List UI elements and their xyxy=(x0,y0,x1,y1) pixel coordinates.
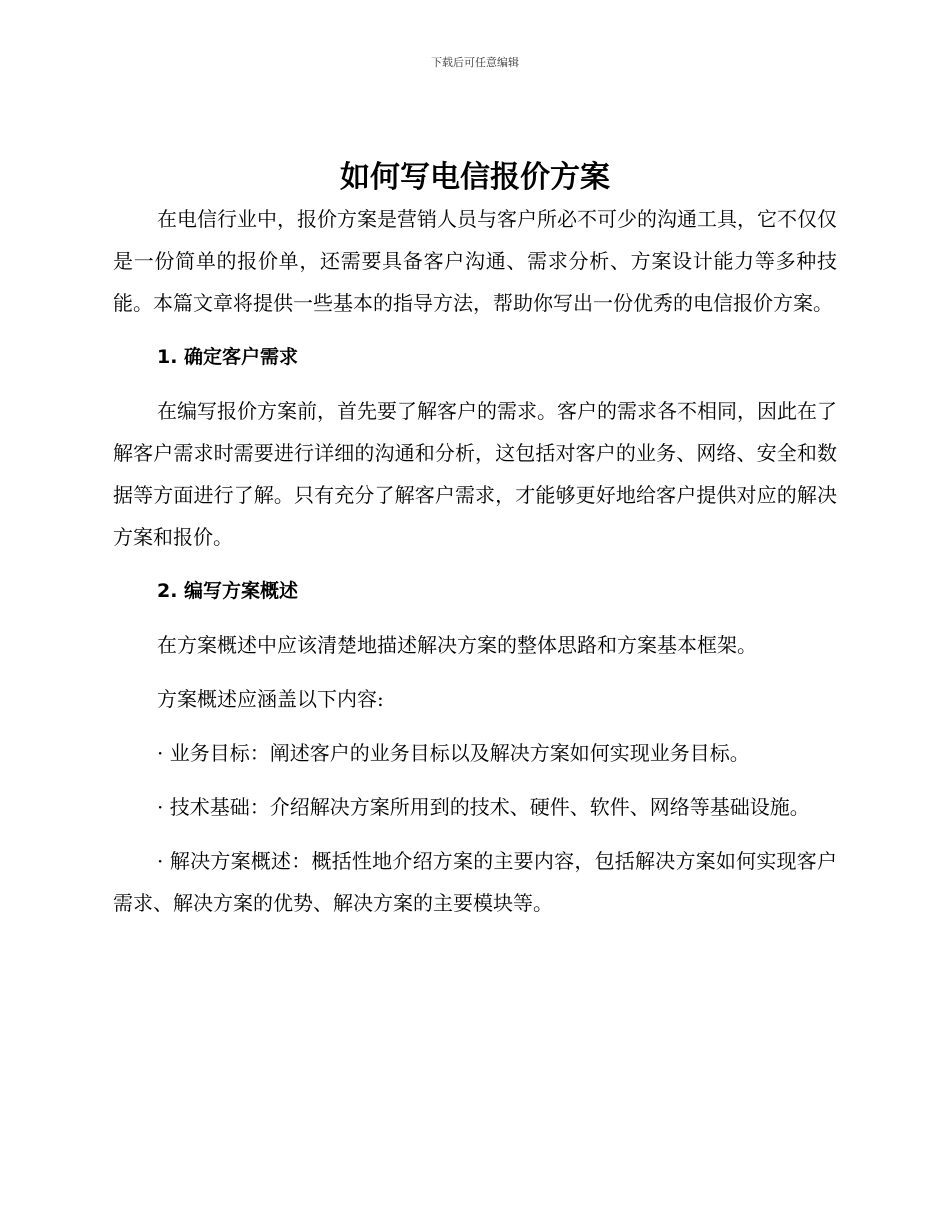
document-body xyxy=(113,198,837,924)
intro-paragraph: 在电信行业中，报价方案是营销人员与客户所必不可少的沟通工具，它不仅仅是一份简单的报价单，还需要具备客户沟通、需求分析、方案设计能力等多种技能。本篇文章将提供一些基本的指导方法，帮助你写出一份优秀的电信报价方案。 xyxy=(113,207,837,315)
section-2-paragraph-2: 方案概述应涵盖以下内容: xyxy=(157,687,384,711)
section-2-paragraph-1: 在方案概述中应该清楚地描述解决方案的整体思路和方案基本框架。 xyxy=(157,633,757,657)
bullet-item-tech-basis: · 技术基础：介绍解决方案所用到的技术、硬件、软件、网络等基础设施。 xyxy=(157,795,810,819)
bullet-item-solution-overview: · 解决方案概述：概括性地介绍方案的主要内容，包括解决方案如何实现客户需求、解决方案的优势、解决方案的主要模块等。 xyxy=(113,849,837,915)
section-heading-2: 2. 编写方案概述 xyxy=(157,580,299,602)
bullet-item-business-goal: · 业务目标：阐述客户的业务目标以及解决方案如何实现业务目标。 xyxy=(157,741,750,765)
section-1-paragraph: 在编写报价方案前，首先要了解客户的需求。客户的需求各不相同，因此在了解客户需求时需要进行详细的沟通和分析，这包括对客户的业务、网络、安全和数据等方面进行了解。只有充分了解客户需求，才能够更好地给客户提供对应的解决方案和报价。 xyxy=(113,399,837,549)
document-title: 如何写电信报价方案 xyxy=(340,160,610,195)
page-header-note: 下载后可任意编辑 xyxy=(431,56,519,69)
section-heading-1: 1. 确定客户需求 xyxy=(157,346,299,368)
